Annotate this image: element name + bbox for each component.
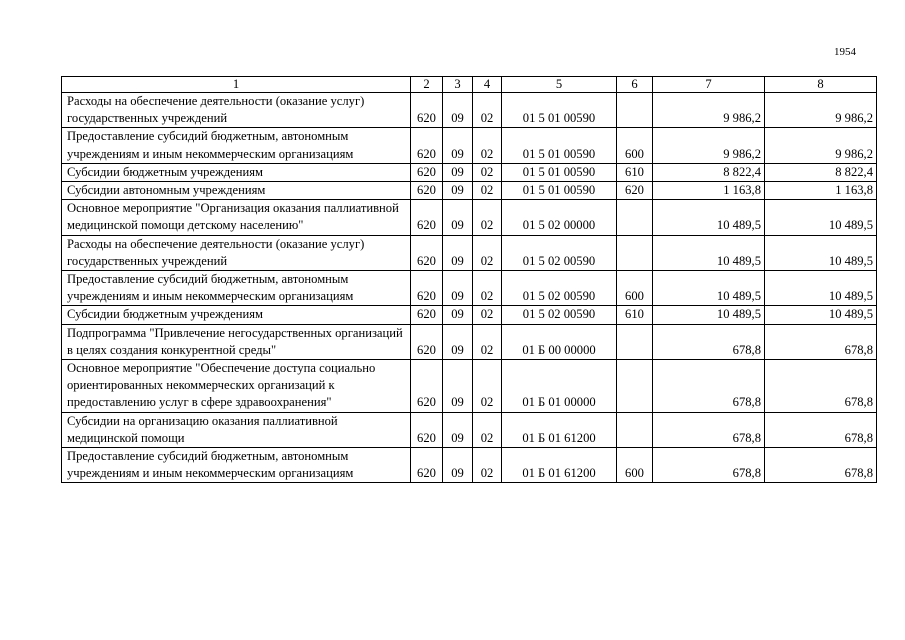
table-row xyxy=(62,235,877,270)
amount-cell: 10 489,5 xyxy=(653,235,765,270)
column-header: 6 xyxy=(617,77,653,93)
target-article-cell: 01 5 01 00590 xyxy=(502,163,617,181)
target-article-cell: 01 5 01 00590 xyxy=(502,128,617,163)
expense-type-cell xyxy=(617,360,653,413)
amount-cell: 678,8 xyxy=(765,324,877,359)
expense-type-cell: 620 xyxy=(617,182,653,200)
amount-cell: 678,8 xyxy=(653,448,765,483)
amount-cell: 9 986,2 xyxy=(765,128,877,163)
ministry-code-cell: 620 xyxy=(411,448,443,483)
row-name-cell: Основное мероприятие "Организация оказания паллиативной медицинской помощи детскому населению" xyxy=(62,200,411,235)
ministry-code-cell: 620 xyxy=(411,412,443,447)
expense-type-cell xyxy=(617,93,653,128)
amount-cell: 9 986,2 xyxy=(653,128,765,163)
amount-cell: 10 489,5 xyxy=(765,200,877,235)
amount-cell: 8 822,4 xyxy=(653,163,765,181)
row-name-cell: Субсидии автономным учреждениям xyxy=(62,182,411,200)
target-article-cell: 01 5 02 00590 xyxy=(502,271,617,306)
table-row xyxy=(62,324,877,359)
column-header: 1 xyxy=(62,77,411,93)
row-name-cell: Расходы на обеспечение деятельности (оказание услуг) государственных учреждений xyxy=(62,93,411,128)
row-name-cell: Субсидии бюджетным учреждениям xyxy=(62,306,411,324)
target-article-cell: 01 5 02 00000 xyxy=(502,200,617,235)
expense-type-cell: 610 xyxy=(617,306,653,324)
section-code-cell: 09 xyxy=(443,235,473,270)
amount-cell: 10 489,5 xyxy=(765,271,877,306)
ministry-code-cell: 620 xyxy=(411,182,443,200)
target-article-cell: 01 Б 01 61200 xyxy=(502,448,617,483)
table-row xyxy=(62,200,877,235)
column-header: 2 xyxy=(411,77,443,93)
table-row xyxy=(62,93,877,128)
target-article-cell: 01 5 01 00590 xyxy=(502,182,617,200)
target-article-cell: 01 Б 01 61200 xyxy=(502,412,617,447)
column-header: 3 xyxy=(443,77,473,93)
amount-cell: 10 489,5 xyxy=(765,235,877,270)
subsection-code-cell: 02 xyxy=(473,200,502,235)
table-row xyxy=(62,306,877,324)
subsection-code-cell: 02 xyxy=(473,93,502,128)
expense-type-cell: 600 xyxy=(617,448,653,483)
table-row xyxy=(62,128,877,163)
ministry-code-cell: 620 xyxy=(411,200,443,235)
expense-type-cell xyxy=(617,200,653,235)
expense-type-cell: 600 xyxy=(617,271,653,306)
amount-cell: 10 489,5 xyxy=(653,200,765,235)
subsection-code-cell: 02 xyxy=(473,128,502,163)
ministry-code-cell: 620 xyxy=(411,235,443,270)
section-code-cell: 09 xyxy=(443,306,473,324)
budget-table xyxy=(61,76,877,483)
ministry-code-cell: 620 xyxy=(411,306,443,324)
amount-cell: 678,8 xyxy=(765,448,877,483)
column-header: 8 xyxy=(765,77,877,93)
expense-type-cell: 610 xyxy=(617,163,653,181)
row-name-cell: Основное мероприятие "Обеспечение доступа социально ориентированных некоммерческих организаций к предоставлению услуг в сфере здравоохранения" xyxy=(62,360,411,413)
ministry-code-cell: 620 xyxy=(411,271,443,306)
target-article-cell: 01 5 02 00590 xyxy=(502,306,617,324)
amount-cell: 8 822,4 xyxy=(765,163,877,181)
row-name-cell: Подпрограмма "Привлечение негосударственных организаций в целях создания конкурентной среды" xyxy=(62,324,411,359)
table-row xyxy=(62,360,877,413)
table-body xyxy=(62,93,877,483)
amount-cell: 1 163,8 xyxy=(653,182,765,200)
section-code-cell: 09 xyxy=(443,448,473,483)
section-code-cell: 09 xyxy=(443,200,473,235)
ministry-code-cell: 620 xyxy=(411,93,443,128)
column-header: 5 xyxy=(502,77,617,93)
row-name-cell: Предоставление субсидий бюджетным, автономным учреждениям и иным некоммерческим организациям xyxy=(62,271,411,306)
section-code-cell: 09 xyxy=(443,93,473,128)
row-name-cell: Субсидии на организацию оказания паллиативной медицинской помощи xyxy=(62,412,411,447)
page-number: 1954 xyxy=(834,46,856,58)
table-row xyxy=(62,163,877,181)
ministry-code-cell: 620 xyxy=(411,163,443,181)
expense-type-cell xyxy=(617,412,653,447)
section-code-cell: 09 xyxy=(443,360,473,413)
subsection-code-cell: 02 xyxy=(473,235,502,270)
expense-type-cell xyxy=(617,235,653,270)
subsection-code-cell: 02 xyxy=(473,182,502,200)
section-code-cell: 09 xyxy=(443,128,473,163)
header-row xyxy=(62,77,877,93)
amount-cell: 10 489,5 xyxy=(765,306,877,324)
target-article-cell: 01 5 01 00590 xyxy=(502,93,617,128)
subsection-code-cell: 02 xyxy=(473,448,502,483)
amount-cell: 678,8 xyxy=(765,360,877,413)
subsection-code-cell: 02 xyxy=(473,360,502,413)
ministry-code-cell: 620 xyxy=(411,360,443,413)
subsection-code-cell: 02 xyxy=(473,271,502,306)
target-article-cell: 01 Б 01 00000 xyxy=(502,360,617,413)
amount-cell: 678,8 xyxy=(653,360,765,413)
table-row xyxy=(62,182,877,200)
amount-cell: 9 986,2 xyxy=(653,93,765,128)
subsection-code-cell: 02 xyxy=(473,163,502,181)
section-code-cell: 09 xyxy=(443,412,473,447)
amount-cell: 678,8 xyxy=(653,324,765,359)
subsection-code-cell: 02 xyxy=(473,306,502,324)
column-header: 4 xyxy=(473,77,502,93)
amount-cell: 10 489,5 xyxy=(653,271,765,306)
amount-cell: 9 986,2 xyxy=(765,93,877,128)
expense-type-cell: 600 xyxy=(617,128,653,163)
section-code-cell: 09 xyxy=(443,324,473,359)
ministry-code-cell: 620 xyxy=(411,324,443,359)
subsection-code-cell: 02 xyxy=(473,412,502,447)
section-code-cell: 09 xyxy=(443,182,473,200)
amount-cell: 678,8 xyxy=(653,412,765,447)
target-article-cell: 01 Б 00 00000 xyxy=(502,324,617,359)
column-header: 7 xyxy=(653,77,765,93)
amount-cell: 1 163,8 xyxy=(765,182,877,200)
row-name-cell: Предоставление субсидий бюджетным, автономным учреждениям и иным некоммерческим организациям xyxy=(62,128,411,163)
amount-cell: 10 489,5 xyxy=(653,306,765,324)
amount-cell: 678,8 xyxy=(765,412,877,447)
row-name-cell: Субсидии бюджетным учреждениям xyxy=(62,163,411,181)
expense-type-cell xyxy=(617,324,653,359)
subsection-code-cell: 02 xyxy=(473,324,502,359)
section-code-cell: 09 xyxy=(443,163,473,181)
table-row xyxy=(62,448,877,483)
section-code-cell: 09 xyxy=(443,271,473,306)
table-row xyxy=(62,271,877,306)
table-row xyxy=(62,412,877,447)
row-name-cell: Расходы на обеспечение деятельности (оказание услуг) государственных учреждений xyxy=(62,235,411,270)
ministry-code-cell: 620 xyxy=(411,128,443,163)
row-name-cell: Предоставление субсидий бюджетным, автономным учреждениям и иным некоммерческим организациям xyxy=(62,448,411,483)
target-article-cell: 01 5 02 00590 xyxy=(502,235,617,270)
